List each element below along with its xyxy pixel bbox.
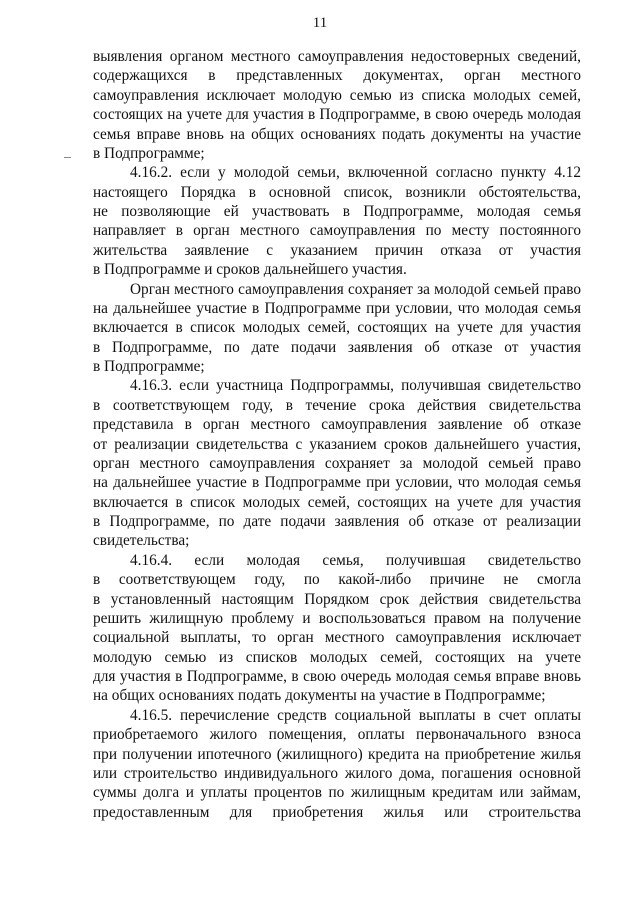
page-number: 11 <box>312 15 328 31</box>
paragraph-4-16-4 <box>93 551 581 706</box>
paragraph-4-16-2 <box>93 163 581 279</box>
paragraph-right-retention <box>93 280 581 377</box>
text-line: на дальнейшее участие в Подпрограмме при условии, что молодая семья <box>93 474 581 492</box>
paragraph-4-16-3 <box>93 376 581 550</box>
text-line: настоящего Порядка в основной список, возникли обстоятельства, <box>93 183 581 201</box>
text-line: Орган местного самоуправления сохраняет за молодой семьей право <box>130 280 581 298</box>
text-line: жительства заявление с указанием причин отказа от участия <box>93 241 581 259</box>
text-line: в соответствующем году, по какой-либо причине не смогла <box>93 571 581 589</box>
text-line: самоуправления исключает молодую семью из списка молодых семей, <box>93 86 581 104</box>
text-line: в Подпрограмме; <box>93 358 205 375</box>
text-line: от реализации свидетельства с указанием сроков дальнейшего участия, <box>93 435 581 453</box>
text-line: 4.16.3. если участница Подпрограммы, получившая свидетельство <box>130 377 581 395</box>
text-line: 4.16.4. если молодая семья, получившая свидетельство <box>130 551 581 569</box>
text-line: в Подпрограмме; <box>93 144 205 162</box>
text-line: в соответствующем году, в течение срока действия свидетельства <box>93 396 581 414</box>
text-line: молодую семью из списков молодых семей, состоящих на учете <box>93 648 581 666</box>
text-line: 4.16.5. перечисление средств социальной выплаты в счет оплаты <box>130 706 581 724</box>
text-line: в Подпрограмме, по дате подачи заявления об отказе от реализации <box>93 513 581 530</box>
text-line: содержащихся в представленных документах, орган местного <box>93 67 581 85</box>
text-line: 4.16.2. если у молодой семьи, включенной согласно пункту 4.12 <box>130 164 581 182</box>
text-line: включается в список молодых семей, состоящих на учете для участия <box>93 319 581 337</box>
text-line: решить жилищную проблему и воспользоваться правом на получение <box>93 609 581 627</box>
paragraph-4-16-5 <box>93 706 581 822</box>
text-line: свидетельства; <box>93 532 190 550</box>
text-line: или строительство индивидуального жилого дома, погашения основной <box>93 764 581 782</box>
text-line: в установленный настоящим Порядком срок действия свидетельства <box>93 590 581 608</box>
text-line: суммы долга и уплаты процентов по жилищным кредитам или займам, <box>93 784 581 802</box>
text-line: в Подпрограмме и сроков дальнейшего участия. <box>93 261 407 279</box>
text-line: для участия в Подпрограмме, в свою очередь молодая семья вправе вновь <box>93 668 581 685</box>
text-line: семья вправе вновь на общих основаниях подать документы на участие <box>93 125 581 143</box>
text-line: орган местного самоуправления сохраняет за молодой семьей право <box>93 454 581 472</box>
text-line: включается в список молодых семей, состоящих на учете для участия <box>93 493 581 511</box>
text-line: состоящих на учете для участия в Подпрограмме, в свою очередь молодая <box>93 106 581 124</box>
document-body <box>93 47 581 822</box>
text-line: направляет в орган местного самоуправления по месту постоянного <box>93 222 581 240</box>
text-line: социальной выплаты, то орган местного самоуправления исключает <box>93 629 581 647</box>
text-line: в Подпрограмме, по дате подачи заявления об отказе от участия <box>93 338 581 356</box>
text-line: приобретаемого жилого помещения, оплаты первоначального взноса <box>93 726 581 744</box>
text-line: не позволяющие ей участвовать в Подпрограмме, молодая семья <box>93 203 581 220</box>
text-line: выявления органом местного самоуправления недостоверных сведений, <box>93 48 581 65</box>
paragraph-exclusion-continued <box>93 47 581 163</box>
text-line: представила в орган местного самоуправления заявление об отказе <box>93 416 581 434</box>
text-line: при получении ипотечного (жилищного) кредита на приобретение жилья <box>93 745 581 763</box>
text-line: на общих основаниях подать документы на участие в Подпрограмме; <box>93 687 546 705</box>
text-line: на дальнейшее участие в Подпрограмме при условии, что молодая семья <box>93 299 581 317</box>
text-line: предоставленным для приобретения жилья или строительства <box>93 803 581 821</box>
margin-mark <box>64 157 71 158</box>
